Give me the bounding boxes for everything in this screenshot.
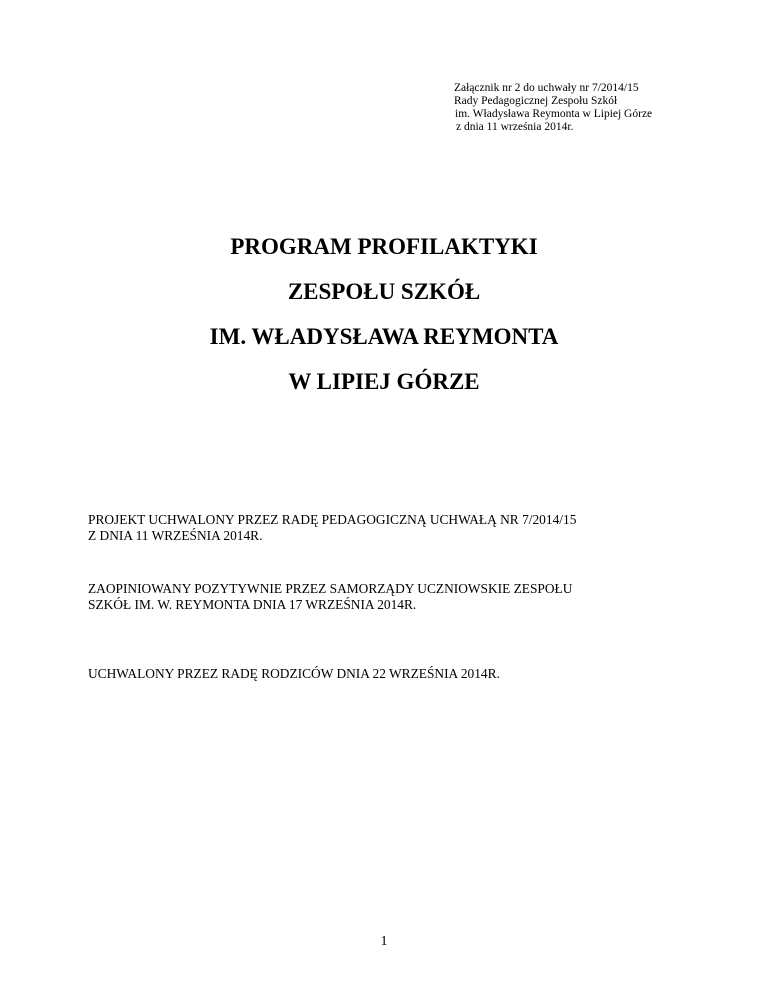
title-line: W LIPIEJ GÓRZE bbox=[288, 369, 480, 394]
approval-statement-parents-council bbox=[88, 666, 708, 682]
document-title bbox=[0, 224, 768, 404]
page-number: 1 bbox=[380, 934, 388, 949]
title-line: IM. WŁADYSŁAWA REYMONTA bbox=[209, 324, 559, 349]
annex-note bbox=[454, 82, 754, 134]
title-line: PROGRAM PROFILAKTYKI bbox=[230, 234, 538, 259]
annex-line: z dnia 11 września 2014r. bbox=[456, 121, 574, 133]
title-line: ZESPOŁU SZKÓŁ bbox=[287, 279, 481, 304]
annex-line: Załącznik nr 2 do uchwały nr 7/2014/15 bbox=[454, 82, 639, 94]
statement-line: PROJEKT UCHWALONY PRZEZ RADĘ PEDAGOGICZNĄ UCHWAŁĄ NR 7/2014/15 bbox=[88, 512, 577, 527]
statement-line: SZKÓŁ IM. W. REYMONTA DNIA 17 WRZEŚNIA 2014R. bbox=[88, 597, 417, 612]
approval-statement-project bbox=[88, 512, 708, 544]
annex-line: im. Władysława Reymonta w Lipiej Górze bbox=[455, 108, 653, 120]
annex-line: Rady Pedagogicznej Zespołu Szkół bbox=[454, 95, 618, 107]
approval-statement-student-council bbox=[88, 581, 708, 613]
statement-line: ZAOPINIOWANY POZYTYWNIE PRZEZ SAMORZĄDY UCZNIOWSKIE ZESPOŁU bbox=[88, 581, 573, 596]
statement-line: UCHWALONY PRZEZ RADĘ RODZICÓW DNIA 22 WRZEŚNIA 2014R. bbox=[88, 666, 500, 681]
statement-line: Z DNIA 11 WRZEŚNIA 2014R. bbox=[88, 528, 263, 543]
approval-statements bbox=[88, 512, 708, 682]
